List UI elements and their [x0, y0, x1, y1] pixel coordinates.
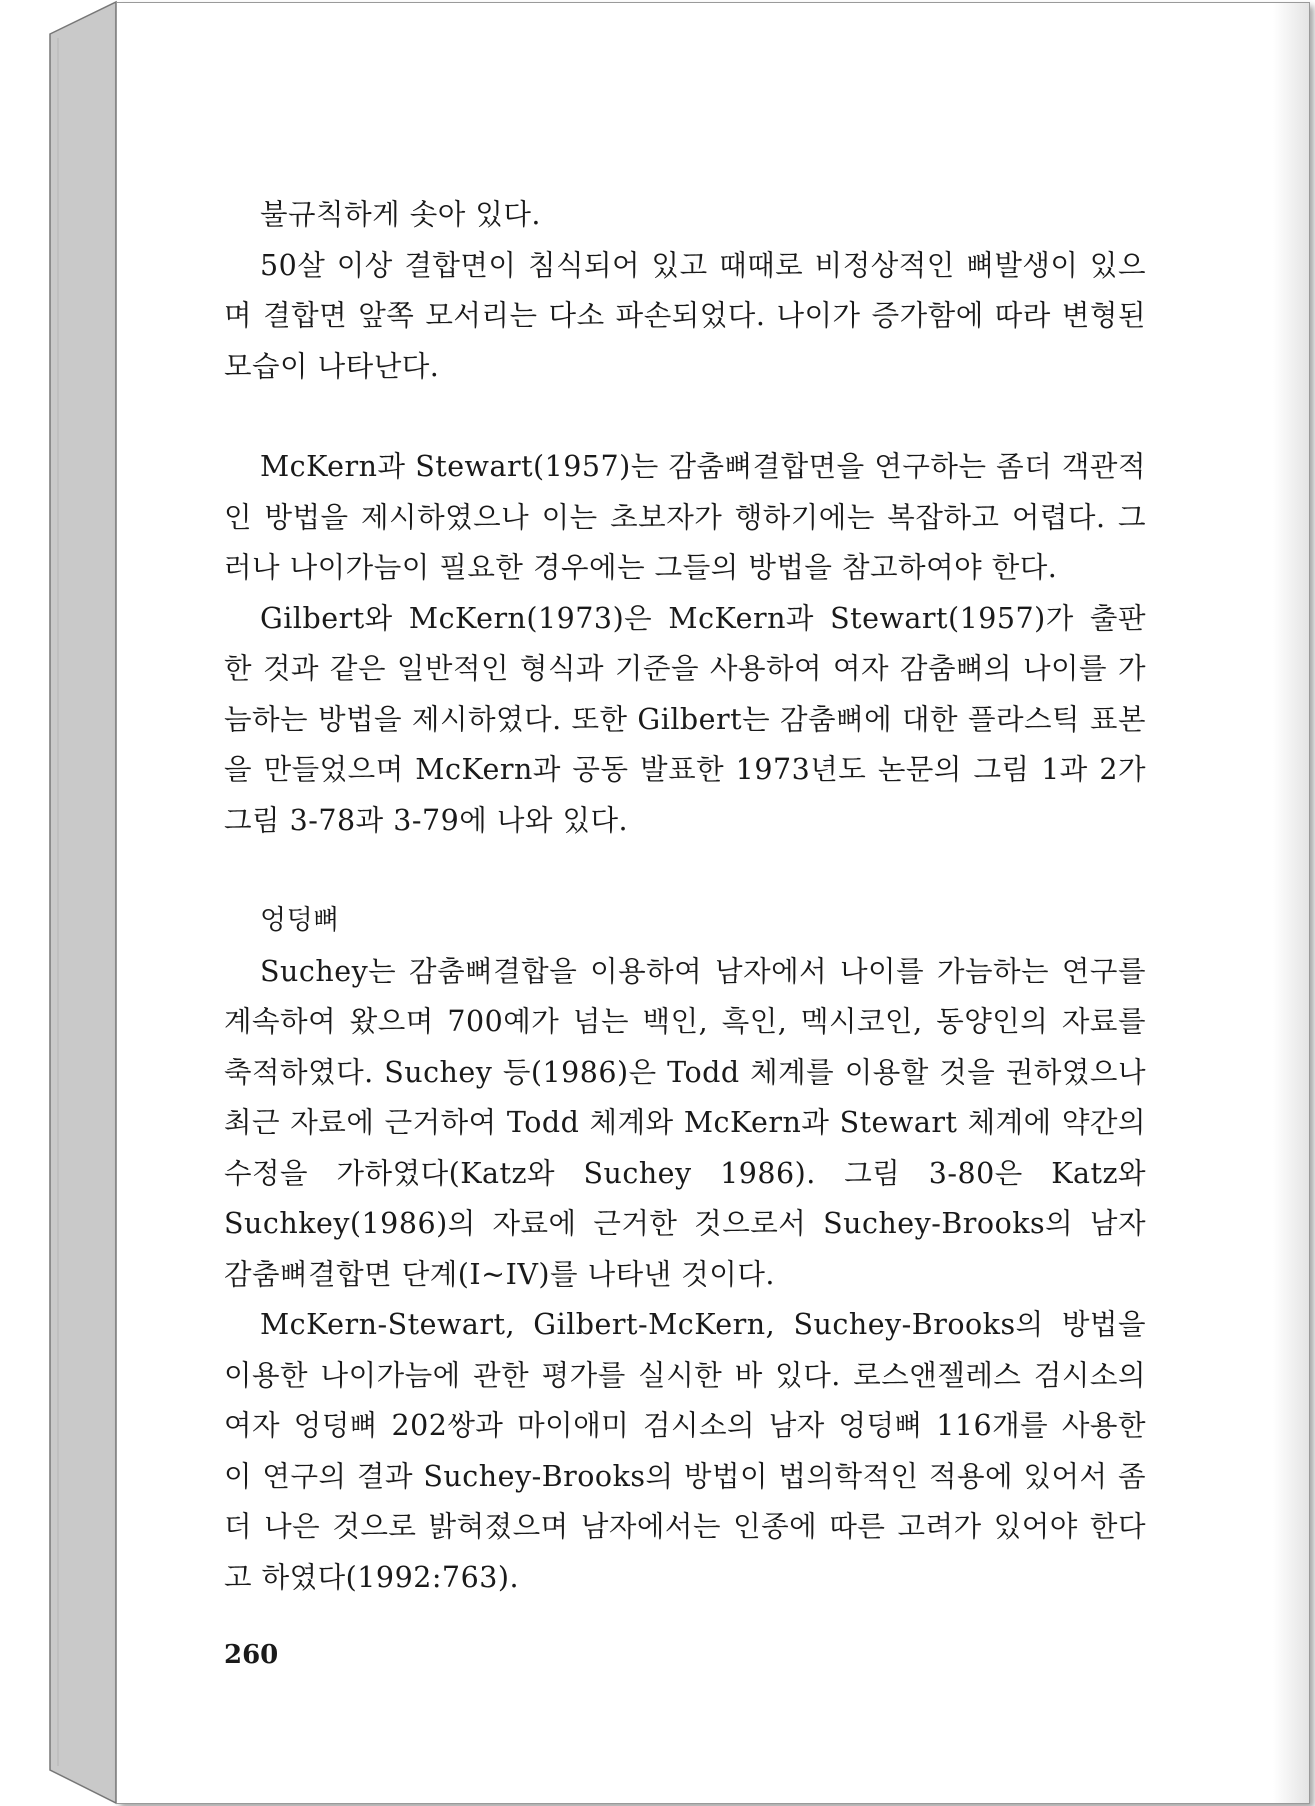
paragraph-gap: [224, 846, 1146, 896]
paragraph-gilbert-mckern: Gilbert와 McKern(1973)은 McKern과 Stewart(1957)가 출판한 것과 같은 일반적인 형식과 기준을 사용하여 여자 감춤뼈의 나이를 가늠하는 방법을 제시하였다. 또한 Gilbert는 감춤뼈에 대한 플라스틱 표본을 만들었으며 McKern과 공동 발표한 1973년도 논문의 그림 1과 2가 그림 3-78과 3-79에 나와 있다.: [224, 601, 1146, 837]
paragraph-evaluation: McKern-Stewart, Gilbert-McKern, Suchey-Brooks의 방법을 이용한 나이가늠에 관한 평가를 실시한 바 있다. 로스앤젤레스 검시소의 여자 엉덩뼈 202쌍과 마이애미 검시소의 남자 엉덩뼈 116개를 사용한 이 연구의 결과 Suchey-Brooks의 방법이 법의학적인 적용에 있어서 좀더 나은 것으로 밝혀졌으며 남자에서는 인종에 따른 고려가 있어야 한다고 하였다(1992:763).: [224, 1308, 1146, 1594]
paragraph-gap: [224, 392, 1146, 442]
page-number: 260: [224, 1640, 279, 1670]
paragraph-mckern-stewart: McKern과 Stewart(1957)는 감춤뼈결합면을 연구하는 좀더 객관적인 방법을 제시하였으나 이는 초보자가 행하기에는 복잡하고 어렵다. 그러나 나이가늠이 필요한 경우에는 그들의 방법을 참고하여야 한다.: [224, 450, 1146, 584]
section-heading: 엉덩뼈: [260, 905, 340, 936]
body-text: [224, 190, 1146, 1603]
paragraph-suchey: Suchey는 감춤뼈결합을 이용하여 남자에서 나이를 가늠하는 연구를 계속하여 왔으며 700예가 넘는 백인, 흑인, 멕시코인, 동양인의 자료를 축적하였다. Suchey 등(1986)은 Todd 체계를 이용할 것을 권하였으나 최근 자료에 근거하여 Todd 체계와 McKern과 Stewart 체계에 약간의 수정을 가하였다(Katz와 Suchey 1986). 그림 3-80은 Katz와 Suchkey(1986)의 자료에 근거한 것으로서 Suchey-Brooks의 남자 감춤뼈결합면 단계(I~IV)를 나타낸 것이다.: [224, 954, 1146, 1291]
page-edge-shadow: [1273, 3, 1309, 1803]
paragraph-age-50: 50살 이상 결합면이 침식되어 있고 때때로 비정상적인 뼈발생이 있으며 결합면 앞쪽 모서리는 다소 파손되었다. 나이가 증가함에 따라 변형된 모습이 나타난다.: [224, 248, 1146, 383]
paragraph-continuation: 불규칙하게 솟아 있다.: [260, 198, 541, 231]
